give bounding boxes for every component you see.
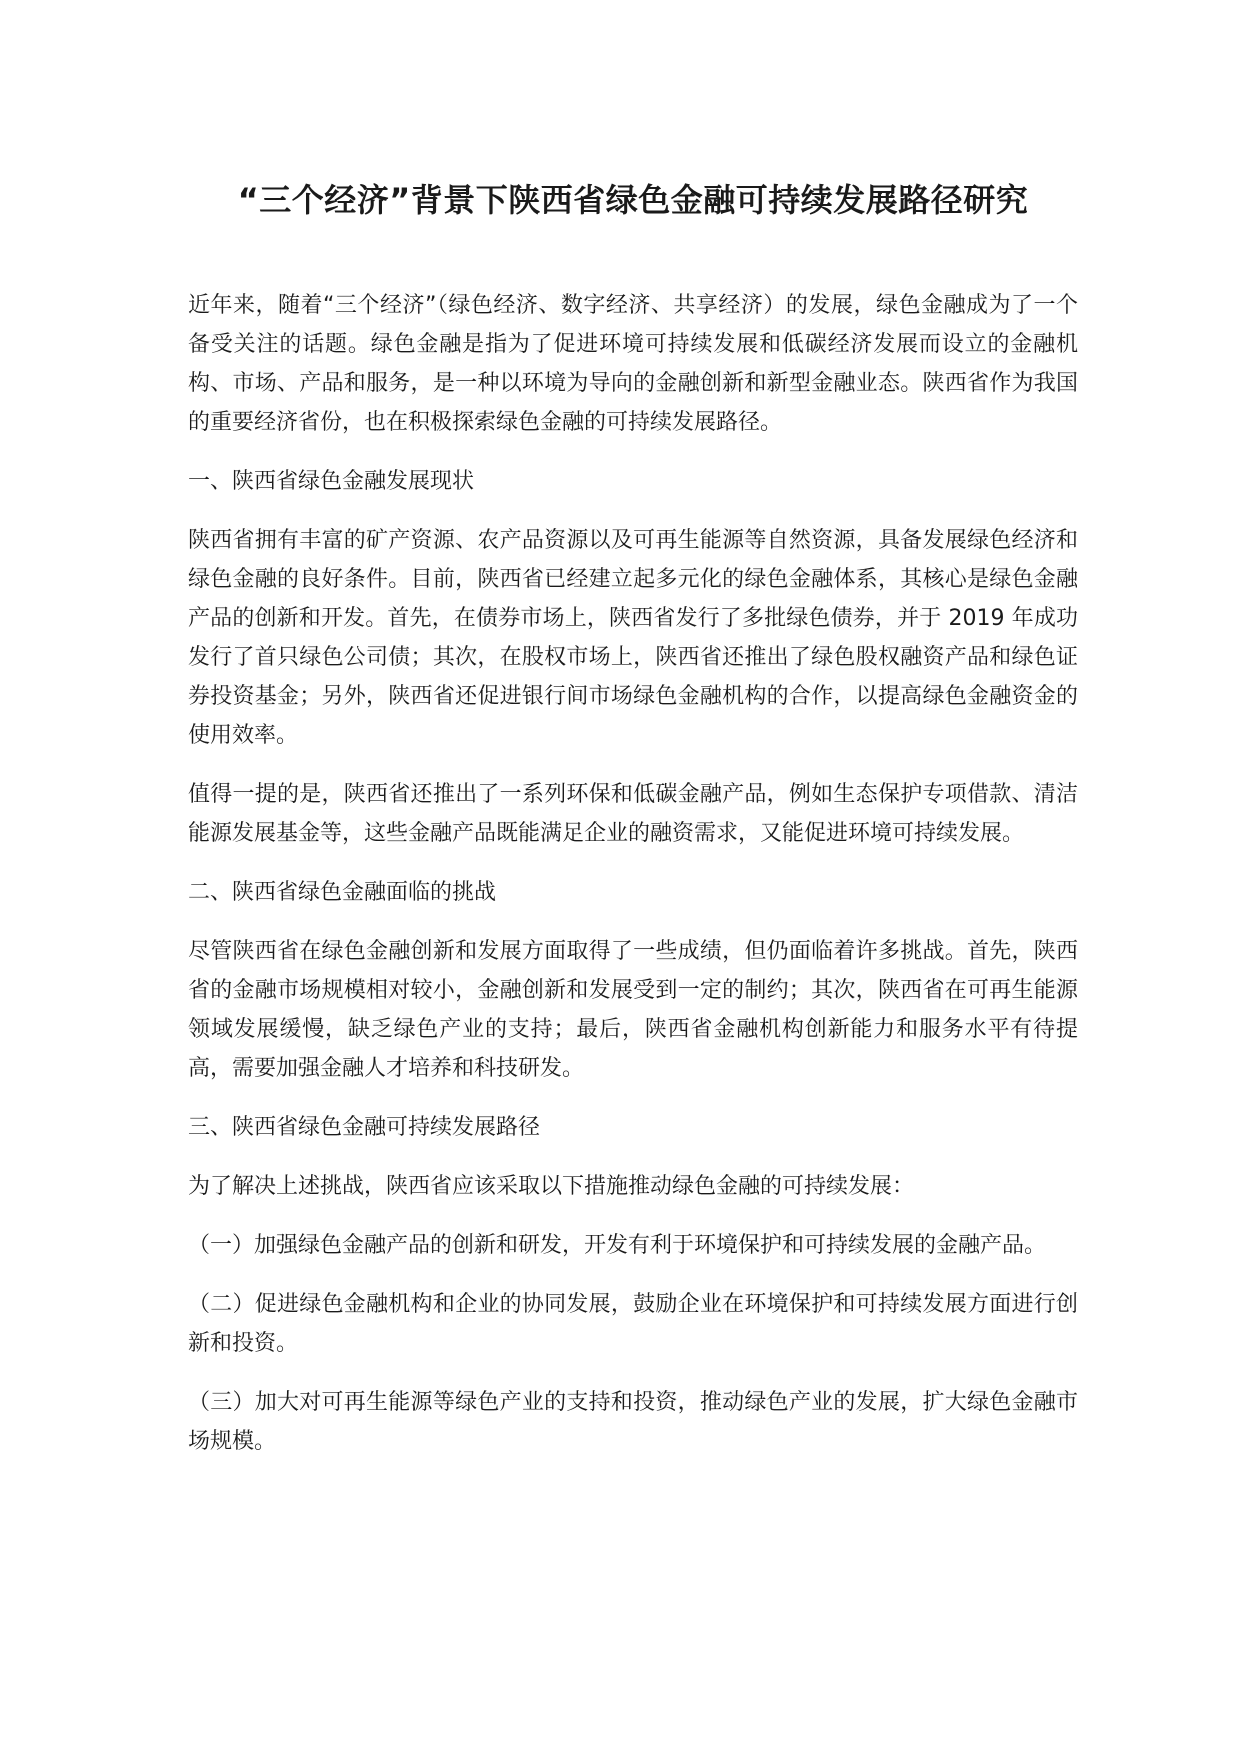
paragraph-measures-intro: 为了解决上述挑战，陕西省应该采取以下措施推动绿色金融的可持续发展： (188, 1174, 915, 1199)
measure-item-3: （三）加大对可再生能源等绿色产业的支持和投资，推动绿色产业的发展，扩大绿色金融市场规模。 (188, 1390, 1078, 1454)
section-heading-1: 一、陕西省绿色金融发展现状 (188, 469, 475, 494)
document-title: “三个经济”背景下陕西省绿色金融可持续发展路径研究 (237, 181, 1029, 219)
paragraph-status: 陕西省拥有丰富的矿产资源、农产品资源以及可再生能源等自然资源，具备发展绿色经济和绿色金融的良好条件。目前，陕西省已经建立起多元化的绿色金融体系，其核心是绿色金融产品的创新和开发。首先，在债券市场上，陕西省发行了多批绿色债券，并于 2019 年成功发行了首只绿色公司债；其次，在股权市场上，陕西省还推出了绿色股权融资产品和绿色证券投资基金；另外，陕西省还促进银行间市场绿色金融机构的合作，以提高绿色金融资金的使用效率。 (188, 528, 1078, 748)
paragraph-challenges: 尽管陕西省在绿色金融创新和发展方面取得了一些成绩，但仍面临着许多挑战。首先，陕西省的金融市场规模相对较小，金融创新和发展受到一定的制约；其次，陕西省在可再生能源领域发展缓慢，缺乏绿色产业的支持；最后，陕西省金融机构创新能力和服务水平有待提高，需要加强金融人才培养和科技研发。 (188, 939, 1078, 1081)
measure-item-2: （二）促进绿色金融机构和企业的协同发展，鼓励企业在环境保护和可持续发展方面进行创新和投资。 (188, 1292, 1078, 1356)
section-heading-2: 二、陕西省绿色金融面临的挑战 (188, 880, 497, 905)
section-heading-3: 三、陕西省绿色金融可持续发展路径 (188, 1115, 541, 1140)
intro-paragraph: 近年来，随着“三个经济”（绿色经济、数字经济、共享经济）的发展，绿色金融成为了一个备受关注的话题。绿色金融是指为了促进环境可持续发展和低碳经济发展而设立的金融机构、市场、产品和服务，是一种以环境为导向的金融创新和新型金融业态。陕西省作为我国的重要经济省份，也在积极探索绿色金融的可持续发展路径。 (188, 293, 1078, 435)
paragraph-products: 值得一提的是，陕西省还推出了一系列环保和低碳金融产品，例如生态保护专项借款、清洁能源发展基金等，这些金融产品既能满足企业的融资需求，又能促进环境可持续发展。 (188, 782, 1078, 846)
document-page (188, 176, 1078, 1481)
measure-item-1: （一）加强绿色金融产品的创新和研发，开发有利于环境保护和可持续发展的金融产品。 (188, 1233, 1047, 1258)
